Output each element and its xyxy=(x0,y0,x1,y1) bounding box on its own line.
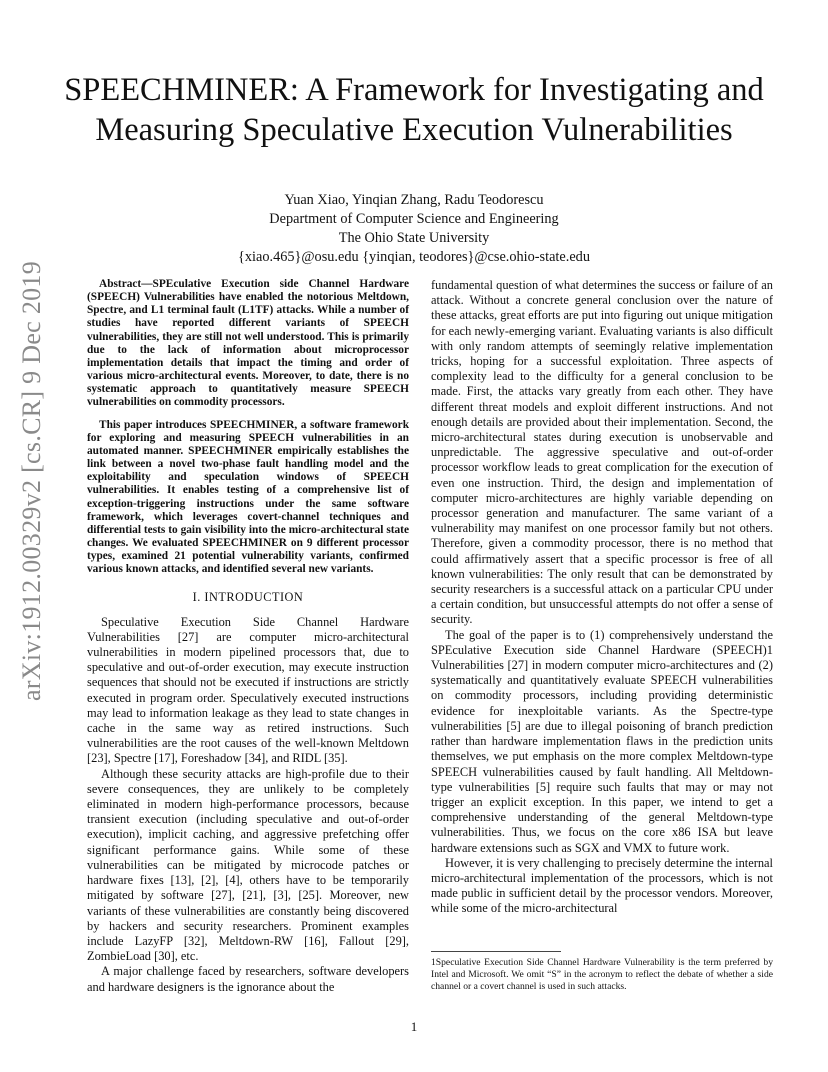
arxiv-identifier-sidebar xyxy=(12,260,52,702)
intro-paragraph-6: However, it is very challenging to precisely determine the internal micro-architectural implementation of the processors, which is not made public in sufficient detail by the processor vendors. Moreover, while some of the micro-architectural xyxy=(431,855,773,916)
intro-paragraph-3: A major challenge faced by researchers, software developers and hardware designers is the ignorance about the xyxy=(87,964,409,994)
abstract-paragraph-1: Abstract—SPEculative Execution side Channel Hardware (SPEECH) Vulnerabilities have enabled the notorious Meltdown, Spectre, and L1 terminal fault (L1TF) attacks. While a number of studies have reported different variants of SPEECH vulnerabilities, they are still not well understood. This is primarily due to the lack of information about microprocessor implementation details that impact the timing and order of various micro-architectural events. Moreover, to date, there is no systematic approach to quantitatively measure SPEECH vulnerabilities on commodity processors. xyxy=(87,278,409,409)
intro-paragraph-2: Although these security attacks are high-profile due to their severe consequences, they are unlikely to be completely eliminated in modern high-performance processors, because transient execution (including speculative and out-of-order execution), implicit caching, and aggressive prefetching offer significant performance gains. While some of these vulnerabilities can be mitigated by microcode patches or hardware fixes [13], [2], [4], others have to be temporarily mitigated by software [27], [21], [3], [25]. Moreover, new variants of these vulnerabilities are constantly being discovered by hackers and security researchers. Prominent examples include LazyFP [32], Meltdown-RW [16], Fallout [29], ZombieLoad [30], etc. xyxy=(87,766,409,964)
university: The Ohio State University xyxy=(338,230,490,246)
paper-title xyxy=(40,70,788,150)
right-column xyxy=(431,278,773,917)
authors: Yuan Xiao, Yinqian Zhang, Radu Teodorescu xyxy=(284,192,544,208)
author-block xyxy=(40,191,788,267)
title-line-1: SPEECHMINER: A Framework for Investigating and xyxy=(64,72,764,108)
left-column xyxy=(87,278,409,995)
page-number: 1 xyxy=(410,1019,418,1034)
emails: {xiao.465}@osu.edu {yinqian, teodores}@cse.ohio-state.edu xyxy=(238,249,590,265)
title-line-2: Measuring Speculative Execution Vulnerabilities xyxy=(95,112,733,148)
footnote: 1Speculative Execution Side Channel Hardware Vulnerability is the term preferred by Intel and Microsoft. We omit “S” in the acronym to reflect the debate of whether a side channel or a covert channel is used in such attacks. xyxy=(431,957,773,993)
section-heading: I. INTRODUCTION xyxy=(192,590,304,605)
intro-paragraph-4: fundamental question of what determines the success or failure of an attack. Without a concrete general conclusion over the nature of these attacks, great efforts are put into figuring out unique mitigation for each newly-emerging variant. Evaluating variants is also difficult with only random attempts of seemingly relative implementation tricks, hoping for a successful exploitation. Three aspects of complexity lead to the difficulty for a general conclusion to be made. First, the attacks vary greatly from each other. They have different threat models and exploit different instructions. And not enough details are provided about their implementation. Second, the micro-architectural states during execution is unobservable and unpredictable. The aggressive speculative and out-of-order processor workflow leads to great complication for the execution of even one instruction. Third, the design and implementation of computer micro-architectures are highly variable depending on processor generation and manufacturer. The same variant of a vulnerability may manifest on one processor family but not others. Therefore, given a commodity processor, there is no method that could affirmatively assert that a specific processor is free of all known vulnerabilities: The only result that can be demonstrated by security researchers is a successful attack on a particular CPU under a certain condition, but unsuccessful attempts do not offer a sense of security. xyxy=(431,278,773,627)
abstract-paragraph-2: This paper introduces SPEECHMINER, a software framework for exploring and measuring SPEECH vulnerabilities in an automated manner. SPEECHMINER empirically establishes the link between a novel two-phase fault handling model and the exploitability and speculation windows of SPEECH vulnerabilities. It enables testing of a comprehensive list of exception-triggering instructions under the same software framework, which leverages covert-channel techniques and differential tests to gain visibility into the micro-architectural state changes. We evaluated SPEECHMINER on 9 different processor types, examined 21 potential vulnerability variants, confirmed various known attacks, and identified several new variants. xyxy=(87,418,409,576)
abstract xyxy=(87,278,409,576)
intro-paragraph-5: The goal of the paper is to (1) comprehensively understand the SPEculative Execution side Channel Hardware (SPEECH)1 Vulnerabilities [27] in modern computer micro-architectures and (2) systematically and quantitatively evaluate SPEECH vulnerabilities on commodity processors, including providing deterministic evidence for inexploitable variants. As the Spectre-type vulnerabilities [5] are due to illegal poisoning of branch prediction rather than hardware implementation flaws in the prediction units themselves, we put emphasis on the more complex Meltdown-type SPEECH vulnerabilities caused by fault handling. All Meltdown-type vulnerabilities [5] require such faults that may or may not trigger an explicit exception. In this paper, we intend to get a comprehensive understanding of the general Meltdown-type vulnerabilities. Thus, we focus on the core x86 ISA but leave hardware extensions such as SGX and VMX to future work. xyxy=(431,627,773,855)
intro-paragraph-1: Speculative Execution Side Channel Hardware Vulnerabilities [27] are computer micro-architectural vulnerabilities in modern pipelined processors that, due to speculative and out-of-order execution, may execute instruction sequences that should not be executed if instructions are strictly executed in program order. Speculatively executed instructions may lead to information leakage as they lead to state changes in cache in the same way as retired instructions. Such vulnerabilities are the root causes of the well-known Meltdown [23], Spectre [17], Foreshadow [34], and RIDL [35]. xyxy=(87,614,409,766)
arxiv-id: arXiv:1912.00329v2 [cs.CR] 9 Dec 2019 xyxy=(17,260,46,702)
footnote-rule xyxy=(431,951,561,952)
department: Department of Computer Science and Engineering xyxy=(269,211,559,227)
